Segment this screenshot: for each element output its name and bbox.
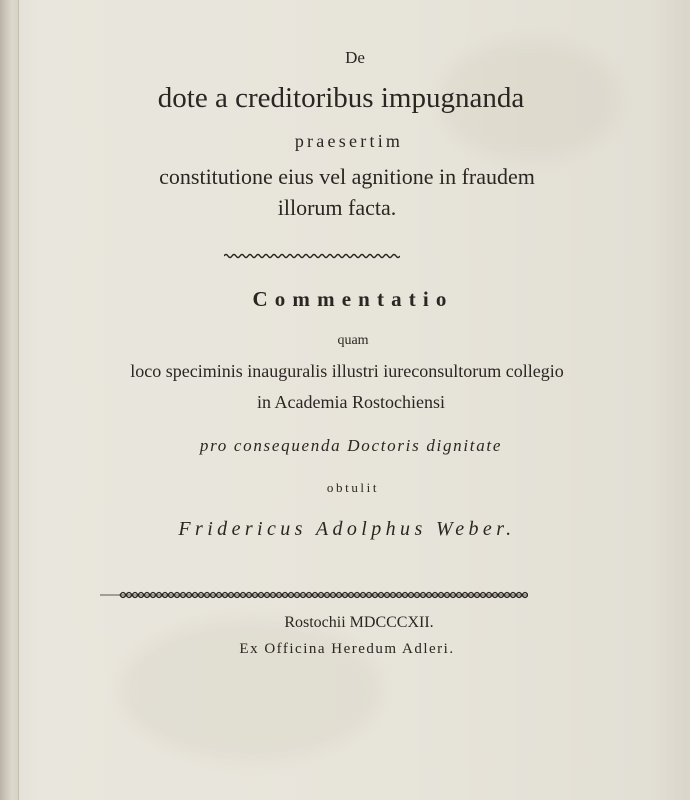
loco-line: loco speciminis inauguralis illustri iureconsultorum collegio: [130, 361, 564, 381]
title-de: De: [345, 48, 365, 67]
title-main: dote a creditoribus impugnanda: [157, 82, 525, 114]
obtulit-text: obtulit: [326, 480, 380, 495]
ornament-rule-large: [100, 588, 528, 602]
imprint-printer: Ex Officina Heredum Adleri.: [239, 641, 455, 657]
pro-line: pro consequenda Doctoris dignitate: [199, 436, 503, 455]
commentatio-heading: Commentatio: [252, 287, 454, 311]
title-line4: illorum facta.: [277, 195, 397, 220]
academia-line: in Academia Rostochiensi: [257, 392, 445, 412]
ornament-rule-small: [224, 252, 400, 260]
title-praesertim: praesertim: [294, 131, 404, 151]
imprint-place-date: Rostochii MDCCCXII.: [284, 614, 434, 631]
quam-text: quam: [337, 333, 369, 348]
author-name: Fridericus Adolphus Weber.: [178, 518, 516, 540]
title-line3: constitutione eius vel agnitione in fraudem: [159, 164, 535, 189]
